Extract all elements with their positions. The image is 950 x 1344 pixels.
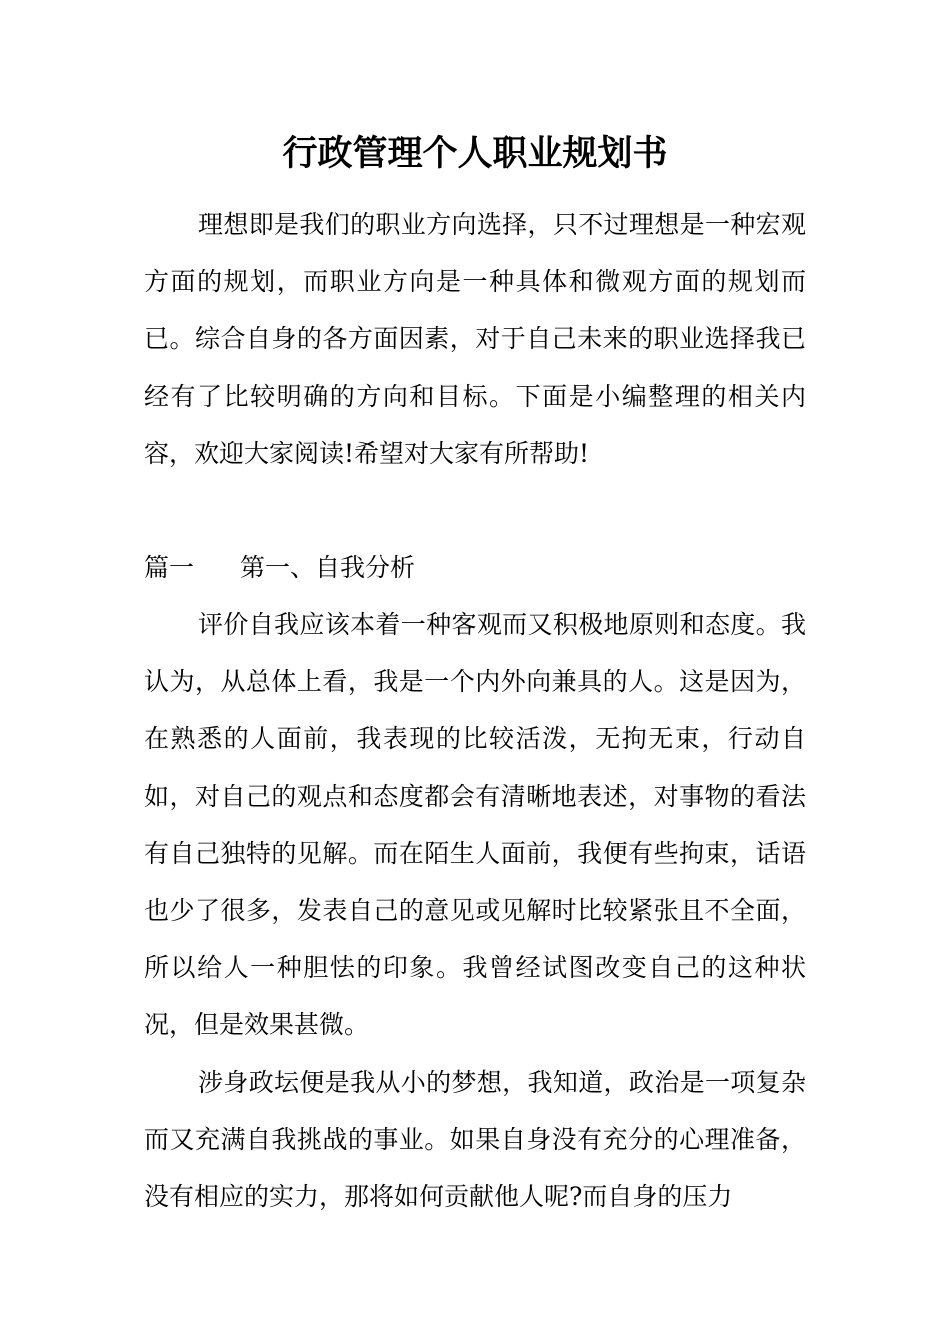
- section-title: 第一、自我分析: [240, 553, 416, 582]
- intro-paragraph: 理想即是我们的职业方向选择，只不过理想是一种宏观方面的规划，而职业方向是一种具体和微观方面的规划而已。综合自身的各方面因素，对于自己未来的职业选择我已经有了比较明确的方向和目标。下面是小编整理的相关内容，欢迎大家阅读!希望对大家有所帮助!: [144, 210, 806, 468]
- section-label: 篇一: [144, 553, 195, 582]
- body-paragraph-2: 涉身政坛便是我从小的梦想，我知道，政治是一项复杂而又充满自我挑战的事业。如果自身没有充分的心理准备，没有相应的实力，那将如何贡献他人呢?而自身的压力: [144, 1067, 806, 1212]
- section-body: [144, 596, 806, 1225]
- intro-block: [144, 196, 806, 482]
- section-heading: [144, 539, 415, 596]
- body-paragraph-1: 评价自我应该本着一种客观而又积极地原则和态度。我认为，从总体上看，我是一个内外向兼具的人。这是因为，在熟悉的人面前，我表现的比较活泼，无拘无束，行动自如，对自己的观点和态度都会有清晰地表述，对事物的看法有自己独特的见解。而在陌生人面前，我便有些拘束，话语也少了很多，发表自己的意见或见解时比较紧张且不全面，所以给人一种胆怯的印象。我曾经试图改变自己的这种状况，但是效果甚微。: [144, 610, 806, 1040]
- document-title: 行政管理个人职业规划书: [282, 133, 668, 174]
